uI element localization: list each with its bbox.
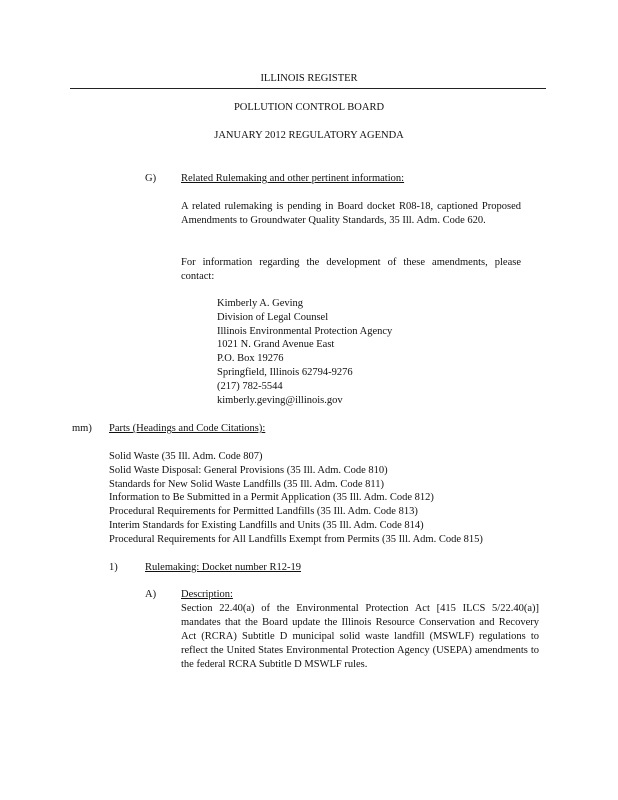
board-title: POLLUTION CONTROL BOARD	[233, 102, 385, 113]
description-label: Description:	[181, 589, 233, 600]
section-g-heading: Related Rulemaking and other pertinent information:	[181, 173, 405, 184]
contact-po-box: P.O. Box 19276	[217, 353, 284, 365]
header-divider	[70, 88, 546, 89]
contact-name: Kimberly A. Geving	[217, 298, 304, 309]
item-1-marker: 1)	[109, 562, 118, 573]
contact-city: Springfield, Illinois 62794-9276	[217, 366, 353, 378]
description-text: Section 22.40(a) of the Environmental Protection Act [415 ILCS 5/22.40(a)] mandates that the Board update the Illinois Resource Conservation and Recovery Act (RCRA) Subtitle D municipal solid waste landfill (MSWLF) regulations to reflect the United States Environmental Protection Agency (USEPA) amendments to the federal RCRA Subtitle D MSWLF rules.	[181, 603, 539, 670]
section-g-paragraph-2: For information regarding the development of these amendments, please contact:	[181, 257, 521, 282]
section-mm-marker: mm)	[72, 423, 92, 434]
register-title: ILLINOIS REGISTER	[260, 73, 358, 84]
contact-street: 1021 N. Grand Avenue East	[217, 339, 335, 351]
list-item: Solid Waste Disposal: General Provisions (35 Ill. Adm. Code 810)	[109, 464, 388, 476]
list-item: Standards for New Solid Waste Landfills (35 Ill. Adm. Code 811)	[109, 478, 385, 490]
section-g-paragraph-1: A related rulemaking is pending in Board docket R08-18, captioned Proposed Amendments to Groundwater Quality Standards, 35 Ill. Adm. Code 620.	[181, 201, 521, 226]
list-item: Procedural Requirements for All Landfills Exempt from Permits (35 Ill. Adm. Code 815)	[109, 533, 483, 545]
section-g-marker: G)	[145, 173, 157, 184]
contact-phone: (217) 782-5544	[217, 380, 283, 392]
contact-division: Division of Legal Counsel	[217, 311, 329, 323]
item-a-marker: A)	[145, 589, 157, 600]
agenda-title: JANUARY 2012 REGULATORY AGENDA	[214, 130, 404, 141]
list-item: Solid Waste (35 Ill. Adm. Code 807)	[109, 451, 263, 462]
contact-block	[217, 297, 392, 407]
contact-agency: Illinois Environmental Protection Agency	[217, 325, 393, 337]
list-item: Procedural Requirements for Permitted Landfills (35 Ill. Adm. Code 813)	[109, 506, 418, 518]
parts-list	[109, 450, 483, 547]
list-item: Information to Be Submitted in a Permit Application (35 Ill. Adm. Code 812)	[109, 492, 434, 504]
rulemaking-docket-label: Rulemaking: Docket number R12-19	[145, 562, 302, 573]
section-mm-heading: Parts (Headings and Code Citations):	[109, 423, 266, 434]
list-item: Interim Standards for Existing Landfills and Units (35 Ill. Adm. Code 814)	[109, 519, 424, 531]
contact-email: kimberly.geving@illinois.gov	[217, 394, 343, 406]
